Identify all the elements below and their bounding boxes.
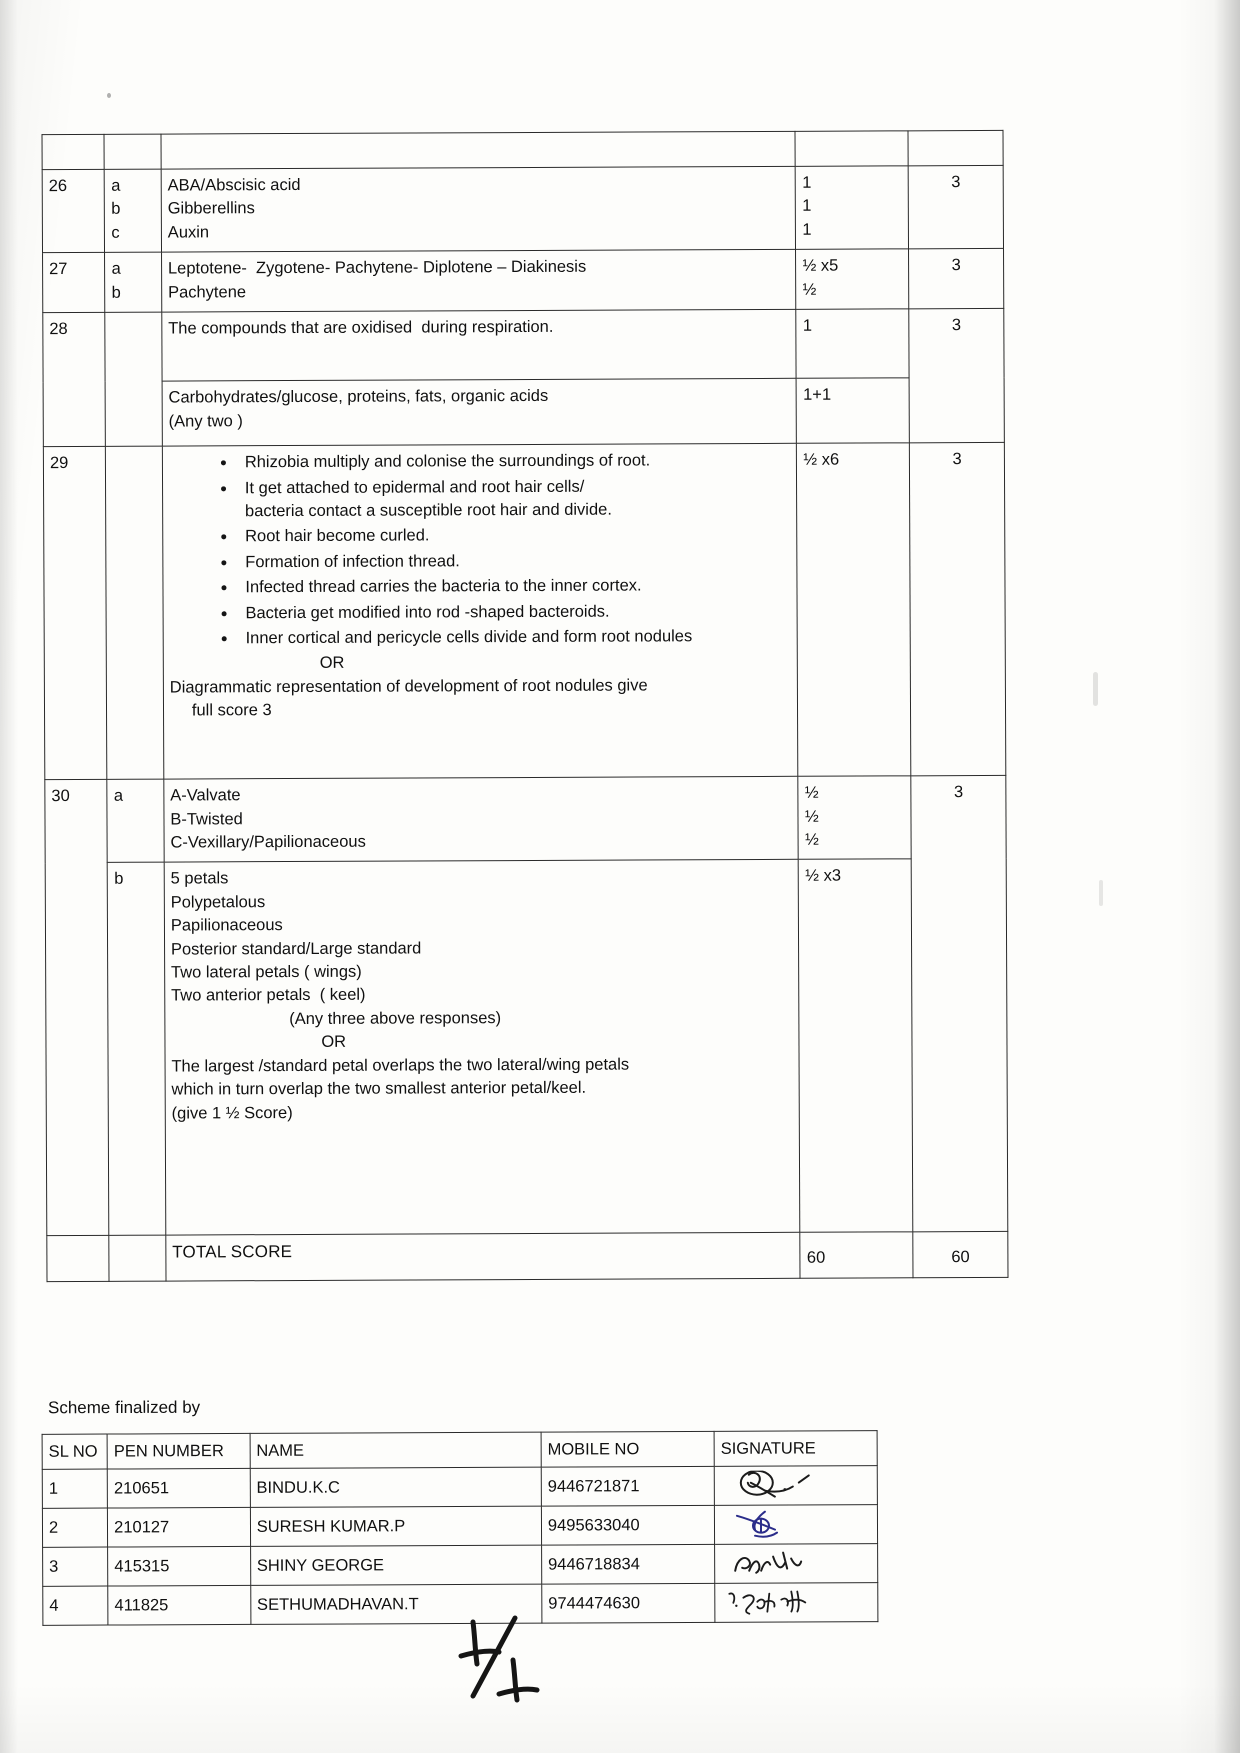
total-row-qno [47,1236,110,1282]
total-score-marks: 60 [800,1232,913,1278]
row-3-sl-no: 3 [43,1547,108,1586]
q30b-alt-line-3: (give 1 ½ Score) [171,1103,293,1123]
q29-bullet-list [197,449,791,651]
list-item: Formation of infection thread. [219,549,791,575]
table-row-q26 [42,165,1003,252]
table-row [42,1505,877,1548]
strip-sub [104,134,161,169]
q29-total: 3 [910,443,1006,776]
q30a-line-1: A-Valvate [170,786,241,805]
q28-answer-part1 [162,309,797,381]
q27-mark-2: ½ [802,280,817,299]
row-1-mobile-no: 9446721871 [541,1466,714,1506]
row-4-pen-number: 411825 [108,1585,251,1625]
header-sl-no: SL NO [42,1434,107,1469]
row-4-sl-no: 4 [43,1586,108,1625]
q28-mark-2: 1+1 [803,385,832,404]
row-1-pen-number: 210651 [107,1468,250,1508]
list-item: Root hair become curled. [219,523,791,549]
q30-total: 3 [911,776,1008,1233]
q27-answer [161,250,796,313]
q26-total: 3 [908,165,1003,249]
row-2-signature-mark [714,1505,877,1545]
strip-mark [795,131,908,166]
strip-total [908,130,1003,165]
signature-table [42,1430,879,1626]
q28-number: 28 [43,312,106,446]
q26-subpart-b: b [111,200,121,219]
q26-number: 26 [42,169,105,253]
table-row-q27 [43,249,1004,313]
table-row-q30-part-a [45,776,1006,863]
q30a-mark-3: ½ [805,830,819,849]
q28-answer-part2 [162,378,797,446]
q26-answer-line-1: ABA/Abscisic acid [167,175,301,195]
q28-answer-line-2: Carbohydrates/glucose, proteins, fats, organic acids [168,387,549,407]
row-2-name: SURESH KUMAR.P [250,1506,541,1546]
table-row-q28-part2 [43,378,1004,447]
q27-number: 27 [43,253,106,313]
q30b-any-three-note: (Any three above responses) [289,1009,502,1028]
row-4-signature-mark [715,1583,878,1623]
q28-marks-part2 [797,378,910,443]
q29-or-label: OR [319,654,345,673]
q27-subpart-a: a [111,260,121,279]
q26-marks [796,166,909,250]
q28-answer-line-3: (Any two ) [168,411,243,431]
q29-alt-line-1: Diagrammatic representation of development of root nodules give [169,676,648,697]
q30a-mark-2: ½ [804,807,819,826]
row-1-sl-no: 1 [42,1469,107,1508]
q28-subparts [105,312,162,446]
q29-alt-line-2: full score 3 [191,701,272,720]
total-row-sub [109,1235,166,1281]
scan-speck [1099,880,1103,906]
q27-subparts [105,252,162,312]
q28-mark-1: 1 [802,316,813,335]
table-row-q28-part1 [43,309,1004,382]
q30a-line-2: B-Twisted [170,809,243,829]
q30-answer-part-a [164,776,799,862]
q27-answer-line-1: Leptotene- Zygotene- Pachytene- Diplotene – Diakinesis [167,257,587,278]
q27-answer-line-2: Pachytene [168,282,247,302]
q26-mark-2: 1 [802,197,812,216]
table-row-q30-part-b [45,859,1008,1236]
scheme-finalized-label: Scheme finalized by [47,1397,201,1418]
q30b-line-6: Two anterior petals ( keel) [171,986,366,1006]
total-score-label: TOTAL SCORE [166,1233,801,1281]
q30b-alt-line-2: which in turn overlap the two smallest anterior petal/keel. [171,1078,587,1099]
header-mobile-no: MOBILE NO [541,1431,714,1467]
grand-total-score: 60 [913,1232,1008,1278]
handwritten-page-number [455,1612,575,1727]
page-number-glyph [455,1612,575,1722]
q30-number: 30 [45,779,109,1236]
q26-answer-line-3: Auxin [167,223,210,242]
table-row [43,1544,878,1587]
list-item: Bacteria get modified into rod -shaped bacteroids. [219,599,791,625]
q30a-line-3: C-Vexillary/Papilionaceous [170,832,366,852]
q30b-line-1: 5 petals [170,869,229,888]
q29-subparts [106,446,164,779]
q30-answer-part-b [164,860,800,1236]
q30-subpart-b: b [108,862,166,1235]
q30b-line-3: Papilionaceous [170,916,283,935]
row-3-name: SHINY GEORGE [250,1545,541,1585]
list-item: Rhizobia multiply and colonise the surroundings of root. [219,449,791,475]
scan-speck [107,93,111,98]
q29-answer [162,443,798,779]
q26-mark-1: 1 [802,173,812,192]
q30b-line-5: Two lateral petals ( wings) [170,962,362,982]
q26-subpart-a: a [111,176,121,195]
list-item: It get attached to epidermal and root hair cells/ bacteria contact a susceptible root hair and divide. [219,474,791,523]
row-4-mobile-no: 9744474630 [542,1583,715,1623]
q30b-line-4: Posterior standard/Large standard [170,939,422,959]
strip-qno [42,134,105,169]
signature-table-header-row [42,1431,877,1470]
q28-answer-line-1: The compounds that are oxidised during respiration. [168,317,554,338]
q27-mark-1: ½ x5 [802,256,839,276]
q26-subpart-c: c [111,223,120,242]
q30-subpart-a: a [107,779,164,863]
q30-marks-part-b [799,859,913,1232]
q29-marks [797,443,911,776]
q30b-mark-1: ½ x3 [805,866,842,886]
row-3-signature-mark [715,1544,878,1584]
q28-total: 3 [909,309,1004,443]
table-row [42,1466,877,1509]
q30b-line-2: Polypetalous [170,892,266,912]
row-1-name: BINDU.K.C [250,1467,541,1507]
scan-speck [1093,672,1098,706]
page-right-shadow [1214,0,1240,1753]
q26-answer-line-2: Gibberellins [167,199,255,218]
table-row-q29 [43,443,1005,780]
table-continuation-strip [42,130,1003,169]
q30a-mark-1: ½ [804,783,819,802]
list-item: Inner cortical and pericycle cells divide and form root nodules [220,625,792,651]
answer-scheme-table [42,130,1009,1282]
table-row-total [47,1232,1008,1282]
row-1-signature-mark [714,1466,877,1506]
header-signature: SIGNATURE [714,1431,877,1467]
header-name: NAME [250,1432,541,1468]
row-2-mobile-no: 9495633040 [541,1505,714,1545]
list-item: Infected thread carries the bacteria to the inner cortex. [219,574,791,600]
q30b-alt-line-1: The largest /standard petal overlaps the two lateral/wing petals [171,1055,630,1076]
q29-number: 29 [43,446,107,779]
row-3-pen-number: 415315 [108,1546,251,1586]
q29-mark-1: ½ x6 [803,450,840,469]
q27-subpart-b: b [111,283,121,302]
row-4-name: SETHUMADHAVAN.T [250,1584,541,1624]
q28-marks-part1 [796,309,909,378]
strip-body [161,131,796,169]
q30b-or-label: OR [321,1033,347,1052]
q26-subparts [105,169,162,253]
q27-marks [796,249,909,309]
row-2-sl-no: 2 [42,1508,107,1547]
q30-marks-part-a [798,776,911,860]
row-3-mobile-no: 9446718834 [541,1544,714,1584]
header-pen-number: PEN NUMBER [107,1433,250,1469]
q26-mark-3: 1 [802,220,812,239]
page-left-shadow [0,0,18,1753]
q26-answer [161,166,796,252]
q27-total: 3 [909,249,1004,309]
row-2-pen-number: 210127 [108,1507,251,1547]
